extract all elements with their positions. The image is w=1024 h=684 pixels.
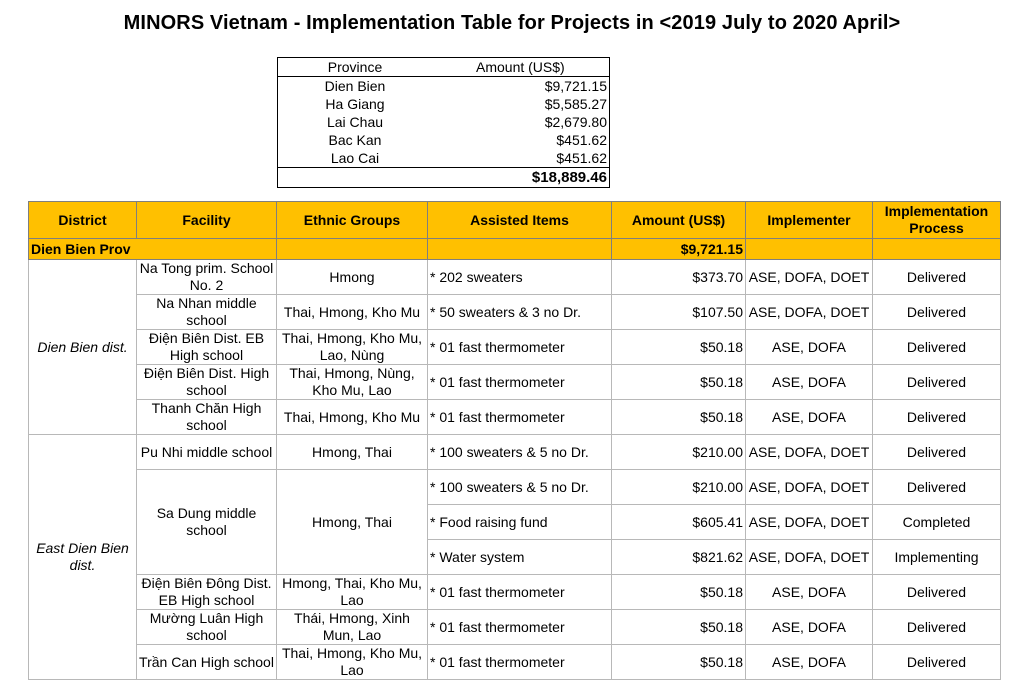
summary-total-amount: $18,889.46 (432, 168, 610, 188)
amount-cell: $210.00 (612, 470, 746, 505)
implementer-cell: ASE, DOFA, DOET (746, 295, 873, 330)
table-row (29, 365, 1001, 400)
ethnic-cell: Hmong, Thai (277, 435, 428, 470)
item-cell: * 01 fast thermometer (428, 645, 612, 680)
summary-total-label (278, 168, 433, 188)
summary-province: Bac Kan (328, 132, 382, 148)
item-cell: * 01 fast thermometer (428, 400, 612, 435)
item-cell: * 100 sweaters & 5 no Dr. (428, 470, 612, 505)
summary-row (278, 131, 610, 149)
amount-cell: $50.18 (612, 645, 746, 680)
ethnic-cell: Thai, Hmong, Kho Mu (277, 400, 428, 435)
amount-cell: $605.41 (612, 505, 746, 540)
facility-cell: Mường Luân High school (137, 610, 277, 645)
table-row (29, 295, 1001, 330)
summary-province: Lai Chau (326, 114, 384, 130)
table-row (29, 435, 1001, 470)
facility-cell: Thanh Chăn High school (137, 400, 277, 435)
item-cell: * 01 fast thermometer (428, 365, 612, 400)
facility-cell: Điện Biên Dist. EB High school (137, 330, 277, 365)
implementer-cell: ASE, DOFA (746, 330, 873, 365)
amount-cell: $50.18 (612, 330, 746, 365)
amount-cell: $50.18 (612, 400, 746, 435)
province-row-cell (746, 239, 873, 260)
implementer-cell: ASE, DOFA (746, 365, 873, 400)
table-row (29, 470, 1001, 505)
summary-amount: $9,721.15 (544, 78, 607, 94)
amount-cell: $821.62 (612, 540, 746, 575)
process-cell: Delivered (873, 330, 1001, 365)
summary-amount: $5,585.27 (544, 96, 607, 112)
facility-cell: Điện Biên Dist. High school (137, 365, 277, 400)
implementer-cell: ASE, DOFA (746, 610, 873, 645)
facility-cell: Na Tong prim. School No. 2 (137, 260, 277, 295)
process-cell: Delivered (873, 365, 1001, 400)
summary-total-row (278, 168, 610, 188)
header-facility: Facility (137, 202, 277, 239)
implementer-cell: ASE, DOFA, DOET (746, 260, 873, 295)
province-row-cell (873, 239, 1001, 260)
process-cell: Delivered (873, 295, 1001, 330)
amount-cell: $50.18 (612, 365, 746, 400)
item-cell: * 01 fast thermometer (428, 610, 612, 645)
amount-cell: $50.18 (612, 575, 746, 610)
summary-row (278, 113, 610, 131)
summary-province: Ha Giang (325, 96, 385, 112)
summary-row (278, 77, 610, 96)
process-cell: Delivered (873, 610, 1001, 645)
amount-cell: $373.70 (612, 260, 746, 295)
header-ethnic-groups: Ethnic Groups (277, 202, 428, 239)
implementer-cell: ASE, DOFA (746, 575, 873, 610)
process-cell: Completed (873, 505, 1001, 540)
facility-cell: Sa Dung middle school (137, 470, 277, 575)
district-cell: Dien Bien dist. (29, 260, 137, 435)
process-cell: Delivered (873, 260, 1001, 295)
ethnic-cell: Hmong, Thai, Kho Mu, Lao (277, 575, 428, 610)
item-cell: * 100 sweaters & 5 no Dr. (428, 435, 612, 470)
facility-cell: Trần Can High school (137, 645, 277, 680)
province-row (29, 239, 1001, 260)
process-cell: Implementing (873, 540, 1001, 575)
ethnic-cell: Hmong (277, 260, 428, 295)
table-header-row (29, 202, 1001, 239)
summary-amount: $451.62 (556, 150, 607, 166)
header-amount: Amount (US$) (612, 202, 746, 239)
ethnic-cell: Thai, Hmong, Nùng, Kho Mu, Lao (277, 365, 428, 400)
amount-cell: $210.00 (612, 435, 746, 470)
province-row-cell (277, 239, 428, 260)
item-cell: * Food raising fund (428, 505, 612, 540)
implementer-cell: ASE, DOFA, DOET (746, 540, 873, 575)
district-cell: East Dien Bien dist. (29, 435, 137, 680)
summary-province: Lao Cai (330, 150, 380, 166)
header-implementation-process: Implementation Process (873, 202, 1001, 239)
ethnic-cell: Thai, Hmong, Kho Mu, Lao, Nùng (277, 330, 428, 365)
item-cell: * 01 fast thermometer (428, 330, 612, 365)
ethnic-cell: Thai, Hmong, Kho Mu (277, 295, 428, 330)
implementer-cell: ASE, DOFA, DOET (746, 470, 873, 505)
process-cell: Delivered (873, 645, 1001, 680)
table-row (29, 575, 1001, 610)
summary-row (278, 149, 610, 168)
process-cell: Delivered (873, 435, 1001, 470)
ethnic-cell: Thai, Hmong, Kho Mu, Lao (277, 645, 428, 680)
facility-cell: Điện Biên Đông Dist. EB High school (137, 575, 277, 610)
summary-amount: $2,679.80 (544, 114, 607, 130)
item-cell: * 202 sweaters (428, 260, 612, 295)
province-row-amount: $9,721.15 (612, 239, 746, 260)
process-cell: Delivered (873, 470, 1001, 505)
province-summary-table (277, 57, 610, 188)
table-row (29, 400, 1001, 435)
header-district: District (29, 202, 137, 239)
implementation-table (28, 201, 1001, 680)
item-cell: * 01 fast thermometer (428, 575, 612, 610)
summary-amount: $451.62 (556, 132, 607, 148)
table-row (29, 330, 1001, 365)
implementer-cell: ASE, DOFA, DOET (746, 435, 873, 470)
facility-cell: Pu Nhi middle school (137, 435, 277, 470)
table-row (29, 260, 1001, 295)
summary-header-province: Province (278, 58, 433, 77)
ethnic-cell: Thái, Hmong, Xinh Mun, Lao (277, 610, 428, 645)
summary-row (278, 95, 610, 113)
facility-cell: Na Nhan middle school (137, 295, 277, 330)
table-row (29, 610, 1001, 645)
process-cell: Delivered (873, 575, 1001, 610)
implementer-cell: ASE, DOFA, DOET (746, 505, 873, 540)
amount-cell: $50.18 (612, 610, 746, 645)
implementer-cell: ASE, DOFA (746, 645, 873, 680)
implementer-cell: ASE, DOFA (746, 400, 873, 435)
amount-cell: $107.50 (612, 295, 746, 330)
ethnic-cell: Hmong, Thai (277, 470, 428, 575)
item-cell: * 50 sweaters & 3 no Dr. (428, 295, 612, 330)
summary-header-row (278, 58, 610, 77)
province-row-label: Dien Bien Prov (29, 239, 277, 260)
header-implementer: Implementer (746, 202, 873, 239)
table-row (29, 645, 1001, 680)
item-cell: * Water system (428, 540, 612, 575)
process-cell: Delivered (873, 400, 1001, 435)
header-assisted-items: Assisted Items (428, 202, 612, 239)
page-title: MINORS Vietnam - Implementation Table for Projects in <2019 July to 2020 April> (123, 12, 901, 34)
summary-header-amount: Amount (US$) (432, 58, 610, 77)
summary-province: Dien Bien (324, 78, 386, 94)
province-row-cell (428, 239, 612, 260)
